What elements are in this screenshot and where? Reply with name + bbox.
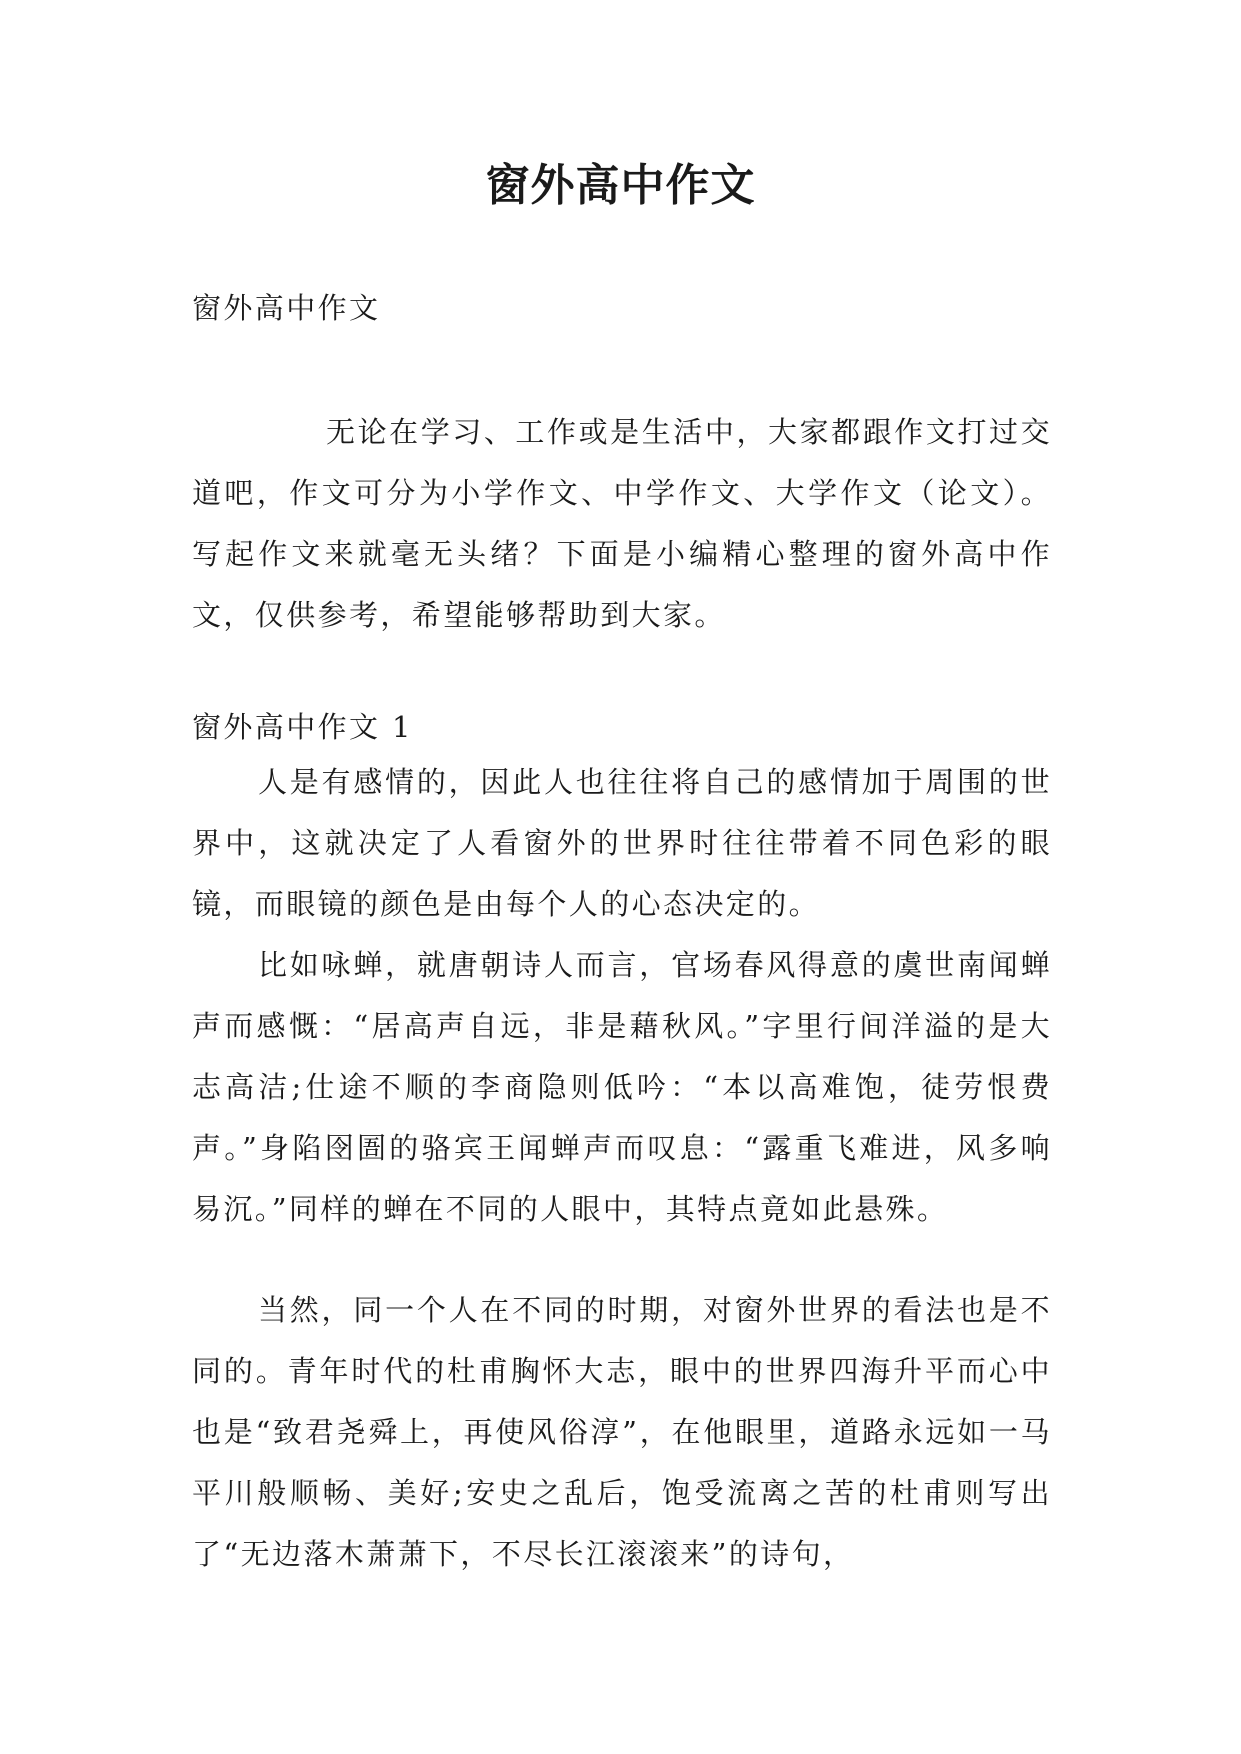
- body-paragraph-3: 当然，同一个人在不同的时期，对窗外世界的看法也是不同的。青年时代的杜甫胸怀大志，眼中的世界四海升平而心中也是“致君尧舜上，再使风俗淳”，在他眼里，道路永远如一马平川般顺畅、美好;安史之乱后，饱受流离之苦的杜甫则写出了“无边落木萧萧下，不尽长江滚滚来”的诗句，: [192, 1293, 1052, 1571]
- document-title: 窗外高中作文: [485, 160, 756, 211]
- intro-paragraph: 无论在学习、工作或是生活中，大家都跟作文打过交道吧，作文可分为小学作文、中学作文、大学作文（论文）。写起作文来就毫无头绪？下面是小编精心整理的窗外高中作文，仅供参考，希望能够帮助到大家。: [192, 415, 1052, 632]
- body-paragraph-1: 人是有感情的，因此人也往往将自己的感情加于周围的世界中，这就决定了人看窗外的世界时往往带着不同色彩的眼镜，而眼镜的颜色是由每个人的心态决定的。: [192, 765, 1052, 921]
- body-paragraph-2: 比如咏蝉，就唐朝诗人而言，官场春风得意的虞世南闻蝉声而感慨：“居高声自远，非是藉秋风。”字里行间洋溢的是大志高洁;仕途不顺的李商隐则低吟：“本以高难饱，徒劳恨费声。”身陷囹圄的骆宾王闻蝉声而叹息：“露重飞难进，风多响易沉。”同样的蝉在不同的人眼中，其特点竟如此悬殊。: [192, 948, 1052, 1226]
- section-heading: 窗外高中作文 1: [192, 710, 413, 744]
- document-subtitle: 窗外高中作文: [192, 291, 381, 325]
